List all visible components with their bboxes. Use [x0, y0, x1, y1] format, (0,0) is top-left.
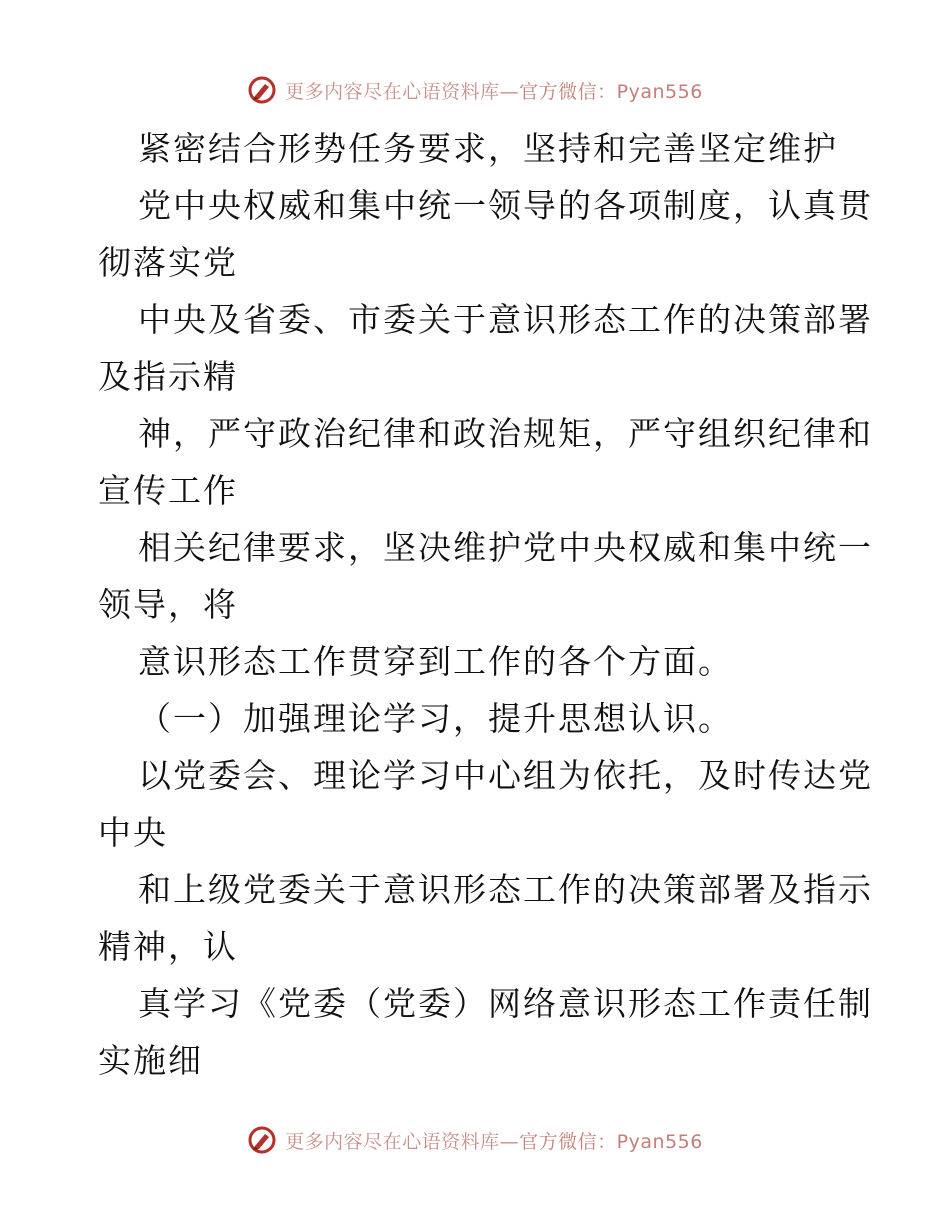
body-line: 及指示精 — [98, 357, 238, 396]
body-line: 中央 — [98, 813, 168, 852]
banner-separator: — — [499, 1130, 520, 1153]
document-body — [98, 120, 873, 1089]
body-line: 以党委会、理论学习中心组为依托，及时传达党 — [138, 756, 873, 795]
banner-wechat: 官方微信：Pyan556 — [519, 80, 703, 103]
body-line: 精神，认 — [98, 927, 238, 966]
body-line: 中央及省委、市委关于意识形态工作的决策部署 — [138, 300, 873, 339]
banner-brand: 更多内容尽在心语资料库 — [285, 1130, 500, 1153]
footer-banner — [0, 1120, 950, 1160]
body-line: 党中央权威和集中统一领导的各项制度，认真贯 — [138, 186, 873, 225]
header-banner — [0, 70, 950, 110]
body-line: 领导，将 — [98, 585, 238, 624]
banner-text — [285, 77, 703, 104]
body-line: 彻落实党 — [98, 243, 238, 282]
pen-logo-icon — [247, 1125, 277, 1155]
body-line: 实施细 — [98, 1041, 203, 1080]
body-line: 意识形态工作贯穿到工作的各个方面。 — [138, 642, 733, 681]
body-line: 神，严守政治纪律和政治规矩，严守组织纪律和 — [138, 414, 873, 453]
body-line: 紧密结合形势任务要求，坚持和完善坚定维护 — [138, 129, 838, 168]
banner-brand: 更多内容尽在心语资料库 — [285, 80, 500, 103]
pen-logo-icon — [247, 75, 277, 105]
banner-separator: — — [499, 80, 520, 103]
banner-text — [285, 1127, 703, 1154]
body-line: 宣传工作 — [98, 471, 238, 510]
body-line: 相关纪律要求，坚决维护党中央权威和集中统一 — [138, 528, 873, 567]
section-heading: （一）加强理论学习，提升思想认识。 — [138, 699, 733, 738]
banner-wechat: 官方微信：Pyan556 — [519, 1130, 703, 1153]
body-line: 和上级党委关于意识形态工作的决策部署及指示 — [138, 870, 873, 909]
body-line: 真学习《党委（党委）网络意识形态工作责任制 — [138, 984, 873, 1023]
